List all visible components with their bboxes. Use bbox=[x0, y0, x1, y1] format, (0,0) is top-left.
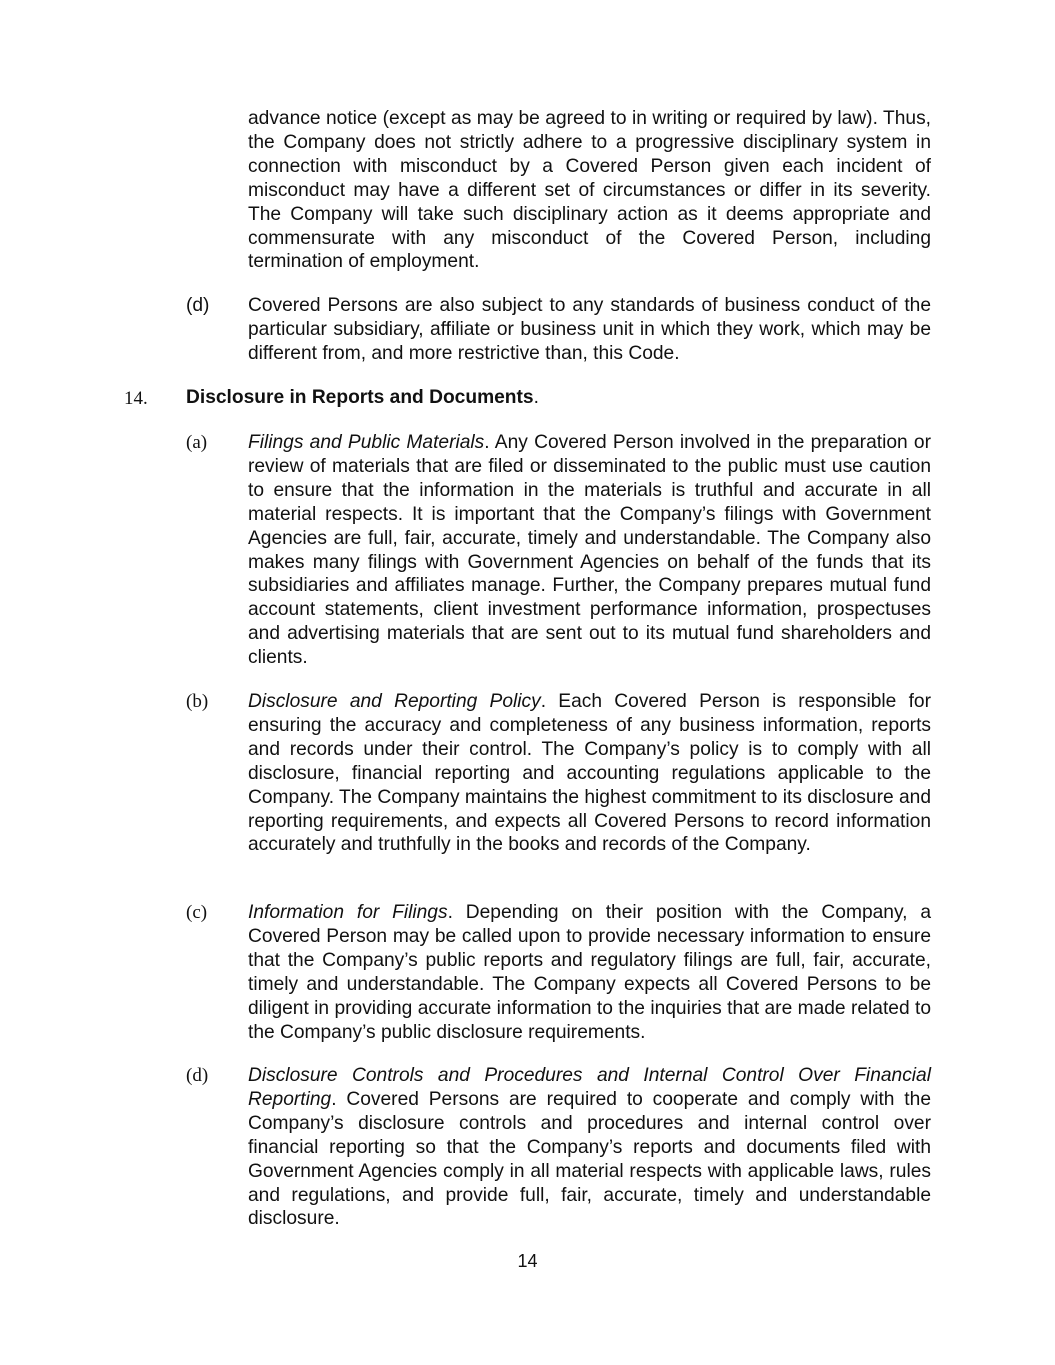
item-heading-c: Information for Filings bbox=[248, 902, 448, 923]
item-text-a: . Any Covered Person involved in the preparation or review of materials that are filed or disseminated to the public must use caution to ensure that the information in the materials is truthful and accurate in all material respects. It is important that the Company’s filings with Government Agencies are full, fair, accurate, timely and understandable. The Company also makes many filings with Government Agencies on behalf of the funds that its subsidiaries and affiliates manage. Further, the Company prepares mutual fund account statements, client investment performance information, prospectuses and advertising materials that are sent out to its mutual fund shareholders and clients. bbox=[248, 432, 931, 669]
item-paragraph-d bbox=[248, 1064, 931, 1231]
item-label-a: (a) bbox=[186, 432, 208, 453]
item-label-c: (c) bbox=[186, 902, 208, 923]
section-title-suffix: . bbox=[533, 387, 539, 408]
item-heading-b: Disclosure and Reporting Policy bbox=[248, 691, 541, 712]
section-title-text: Disclosure in Reports and Documents bbox=[186, 387, 534, 408]
continuation-paragraph: advance notice (except as may be agreed to in writing or required by law). Thus, the Company does not strictly adhere to a progressive disciplinary system in connection with misconduct by a Covered Person given each incident of misconduct may have a different set of circumstances or differ in its severity. The Company will take such disciplinary action as it deems appropriate and commensurate with any misconduct of the Covered Person, including termination of employment. bbox=[248, 108, 931, 273]
item-heading-a: Filings and Public Materials bbox=[248, 432, 485, 453]
item-paragraph-b bbox=[248, 690, 931, 857]
item-label-b: (b) bbox=[186, 691, 209, 712]
item-label-d-prev: (d) bbox=[186, 295, 210, 316]
item-text-d: . Covered Persons are required to cooperate and comply with the Company’s disclosure controls and procedures and internal control over financial reporting so that the Company’s reports and documents filed with Government Agencies comply in all material respects with applicable laws, rules and regulations, and provide full, fair, accurate, timely and understandable disclosure. bbox=[248, 1088, 931, 1230]
section-number: 14. bbox=[124, 388, 148, 409]
item-text-c: . Depending on their position with the Company, a Covered Person may be called upon to provide necessary information to ensure that the Company’s public reports and regulatory filings are full, fair, accurate, timely and understandable. The Company expects all Covered Persons to be diligent in providing accurate information to the inquiries that are made related to the Company’s public disclosure requirements. bbox=[248, 902, 932, 1043]
item-paragraph-c bbox=[248, 901, 931, 1044]
item-paragraph-d-prev: Covered Persons are also subject to any standards of business conduct of the particular subsidiary, affiliate or business unit in which they work, which may be different from, and more restrictive than, this Code. bbox=[248, 295, 931, 364]
item-paragraph-a bbox=[248, 431, 931, 670]
section-title bbox=[186, 386, 539, 410]
item-label-d: (d) bbox=[186, 1065, 209, 1086]
page-number: 14 bbox=[517, 1251, 538, 1271]
item-heading-d: Disclosure Controls and Procedures and Internal Control Over Financial Reporting bbox=[248, 1065, 931, 1110]
item-text-b: . Each Covered Person is responsible for ensuring the accuracy and completeness of any business information, reports and records under their control. The Company’s policy is to comply with all disclosure, financial reporting and accounting regulations applicable to the Company. The Company maintains the highest commitment to its disclosure and reporting requirements, and expects all Covered Persons to record information accurately and truthfully in the books and records of the Company. bbox=[248, 691, 931, 856]
